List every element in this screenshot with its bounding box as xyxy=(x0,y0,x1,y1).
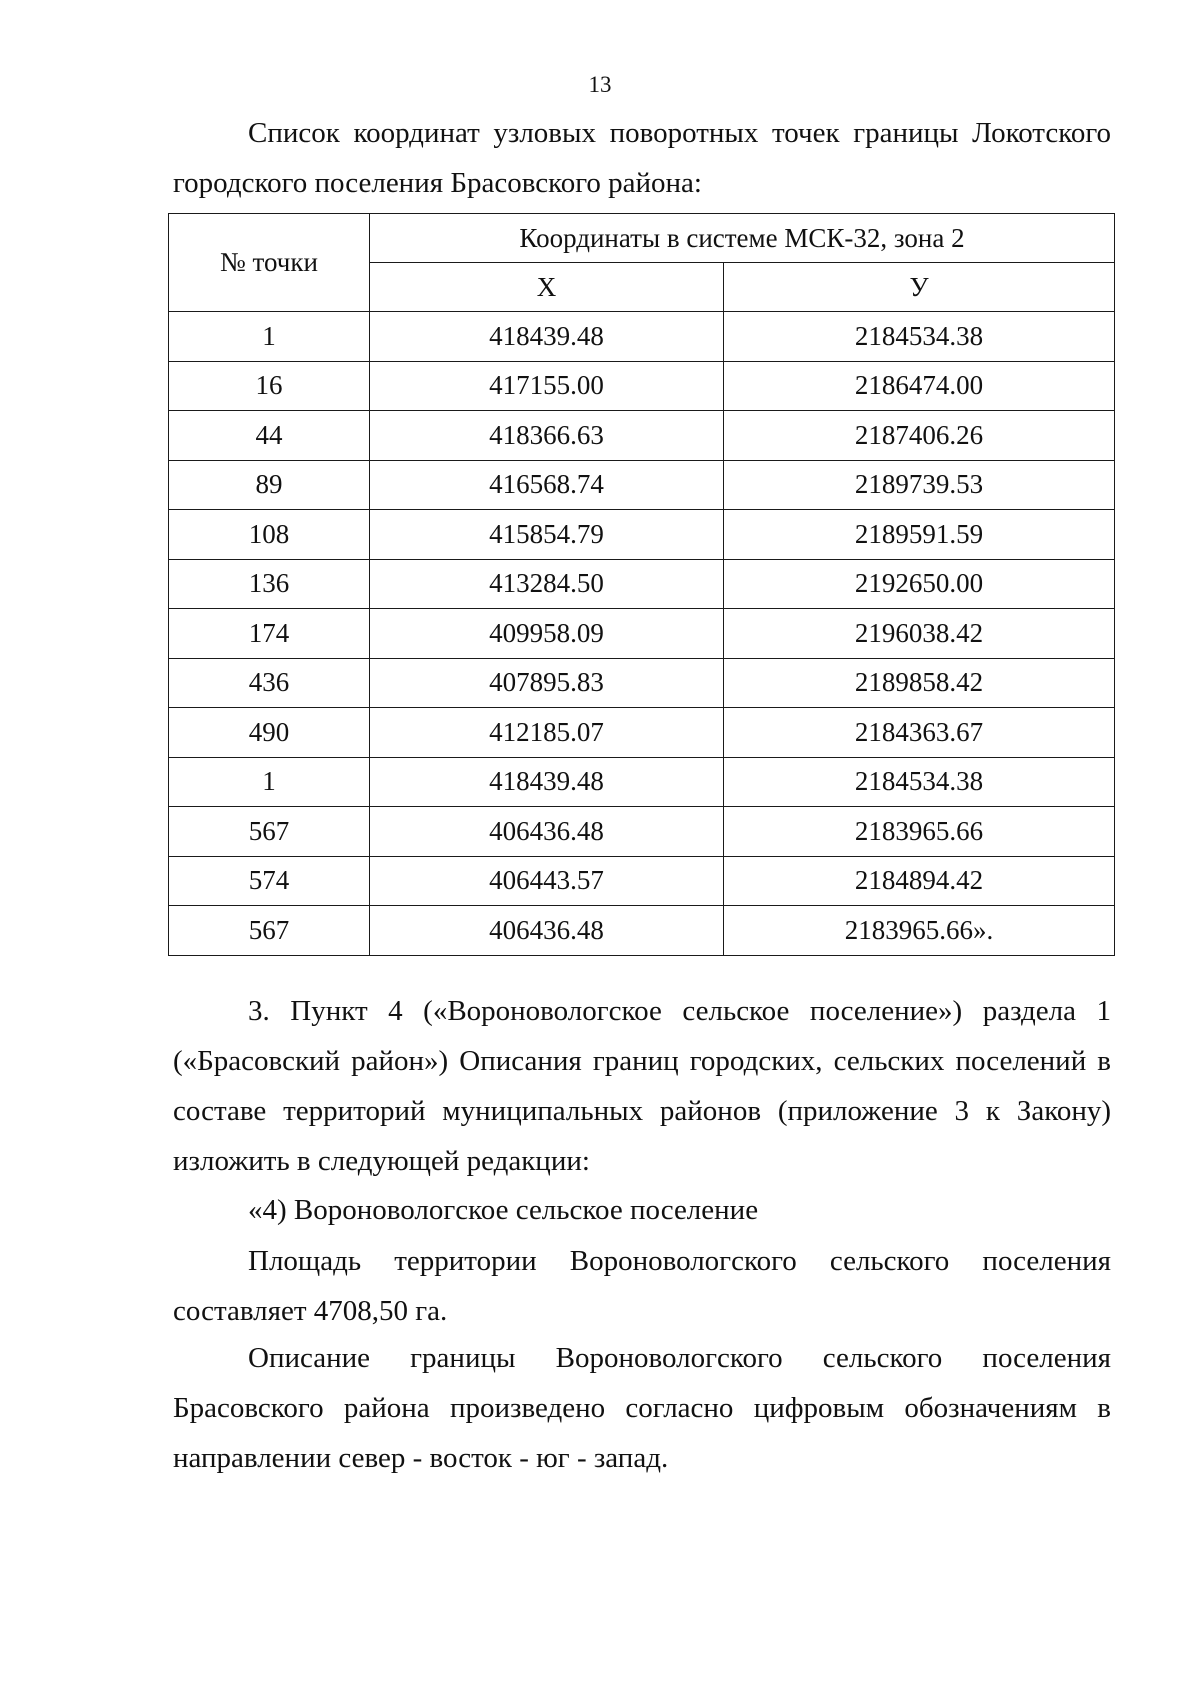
cell-point: 174 xyxy=(169,609,370,659)
table-row xyxy=(169,609,1115,659)
header-x: X xyxy=(370,263,724,312)
cell-y: 2183965.66». xyxy=(724,906,1115,956)
cell-point: 44 xyxy=(169,411,370,461)
cell-point: 574 xyxy=(169,856,370,906)
cell-x: 406436.48 xyxy=(370,807,724,857)
cell-x: 418439.48 xyxy=(370,312,724,362)
cell-y: 2183965.66 xyxy=(724,807,1115,857)
cell-x: 417155.00 xyxy=(370,361,724,411)
coordinates-table xyxy=(168,213,1115,956)
cell-point: 1 xyxy=(169,312,370,362)
cell-point: 567 xyxy=(169,807,370,857)
area-paragraph: Площадь территории Вороновологского сельского поселения составляет 4708,50 га. xyxy=(173,1245,1111,1327)
cell-x: 416568.74 xyxy=(370,460,724,510)
cell-point: 89 xyxy=(169,460,370,510)
cell-x: 407895.83 xyxy=(370,658,724,708)
table-row xyxy=(169,361,1115,411)
cell-y: 2189858.42 xyxy=(724,658,1115,708)
table-row xyxy=(169,807,1115,857)
cell-y: 2192650.00 xyxy=(724,559,1115,609)
table-caption xyxy=(173,108,1111,208)
cell-x: 415854.79 xyxy=(370,510,724,560)
table-row xyxy=(169,411,1115,461)
table-caption-line-2: городского поселения Брасовского района: xyxy=(173,167,702,199)
table-row xyxy=(169,856,1115,906)
table-caption-line-1: Список координат узловых поворотных точек границы Локотского xyxy=(248,117,1111,149)
cell-y: 2187406.26 xyxy=(724,411,1115,461)
cell-x: 412185.07 xyxy=(370,708,724,758)
cell-y: 2186474.00 xyxy=(724,361,1115,411)
table-row xyxy=(169,708,1115,758)
table-row xyxy=(169,312,1115,362)
cell-y: 2184894.42 xyxy=(724,856,1115,906)
section-heading: «4) Вороновологское сельское поселение xyxy=(248,1194,759,1226)
page-number: 13 xyxy=(588,72,612,97)
item-3-paragraph: 3. Пункт 4 («Вороновологское сельское поселение») раздела 1 («Брасовский район») Описания границ городских, сельских поселений в составе территорий муниципальных районов (приложение 3 к Закону) изложить в следующей редакции: xyxy=(173,995,1111,1177)
cell-x: 406436.48 xyxy=(370,906,724,956)
header-point-number: № точки xyxy=(169,214,370,312)
cell-point: 108 xyxy=(169,510,370,560)
cell-point: 16 xyxy=(169,361,370,411)
cell-point: 436 xyxy=(169,658,370,708)
cell-point: 1 xyxy=(169,757,370,807)
cell-y: 2184534.38 xyxy=(724,757,1115,807)
header-coordinate-system: Координаты в системе МСК-32, зона 2 xyxy=(370,214,1115,263)
table-row xyxy=(169,757,1115,807)
cell-y: 2189591.59 xyxy=(724,510,1115,560)
table-row xyxy=(169,559,1115,609)
table-row xyxy=(169,510,1115,560)
cell-x: 418366.63 xyxy=(370,411,724,461)
cell-point: 136 xyxy=(169,559,370,609)
cell-y: 2196038.42 xyxy=(724,609,1115,659)
boundary-description-paragraph: Описание границы Вороновологского сельского поселения Брасовского района произведено согласно цифровым обозначениям в направлении север - восток - юг - запад. xyxy=(173,1342,1111,1474)
table-row xyxy=(169,906,1115,956)
cell-x: 406443.57 xyxy=(370,856,724,906)
cell-x: 418439.48 xyxy=(370,757,724,807)
cell-y: 2184363.67 xyxy=(724,708,1115,758)
cell-y: 2189739.53 xyxy=(724,460,1115,510)
cell-point: 490 xyxy=(169,708,370,758)
coordinates-table-body xyxy=(169,312,1115,956)
cell-x: 409958.09 xyxy=(370,609,724,659)
cell-x: 413284.50 xyxy=(370,559,724,609)
cell-point: 567 xyxy=(169,906,370,956)
table-row xyxy=(169,658,1115,708)
table-row xyxy=(169,460,1115,510)
header-y: У xyxy=(724,263,1115,312)
cell-y: 2184534.38 xyxy=(724,312,1115,362)
